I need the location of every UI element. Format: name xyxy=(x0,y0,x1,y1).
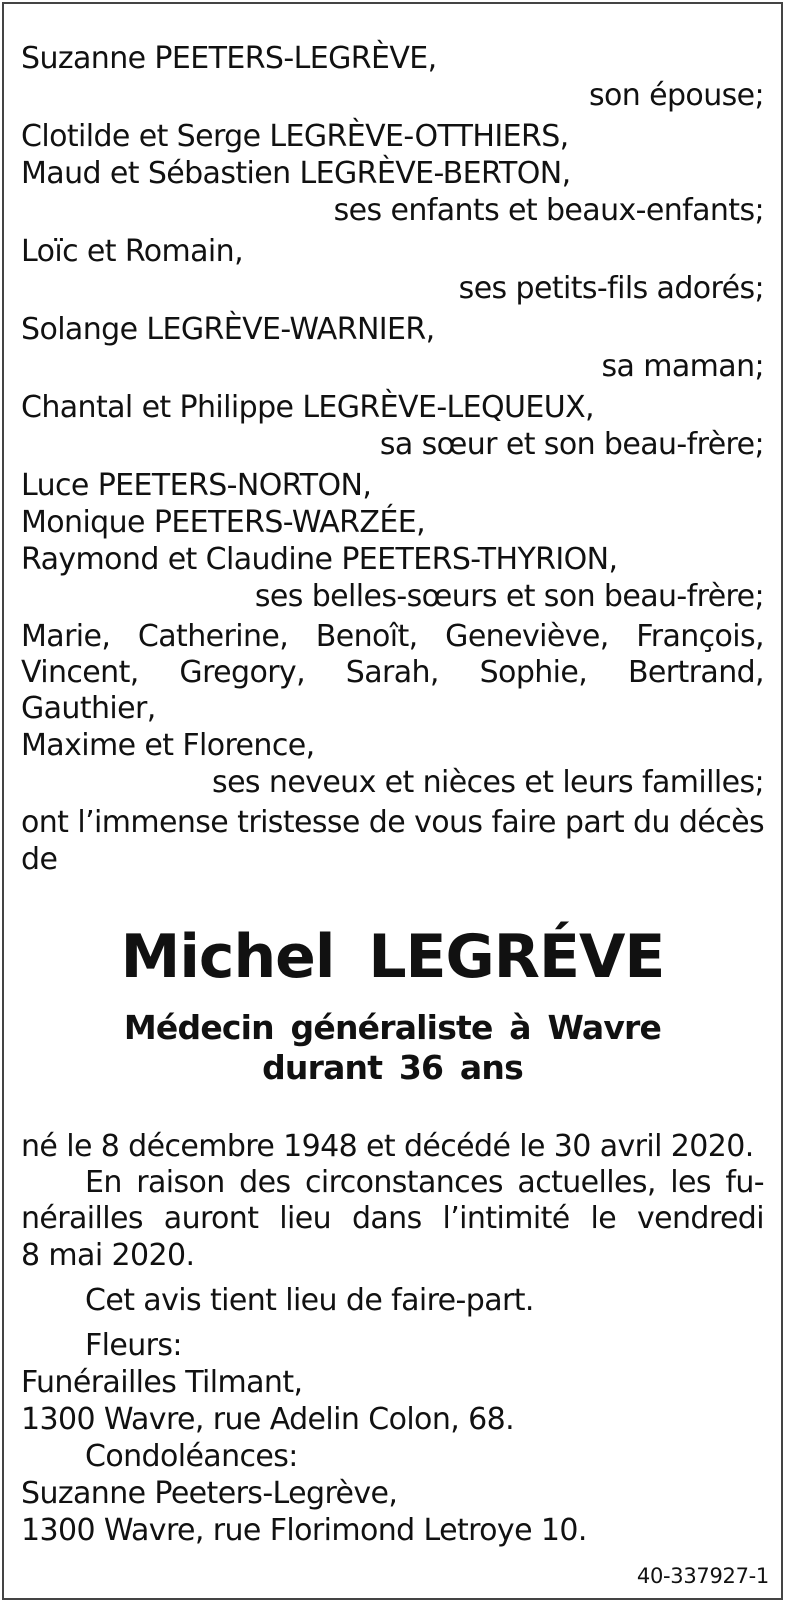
family-name: Chantal et Philippe LEGRÈVE-LEQUEUX, xyxy=(21,390,594,425)
condolences-address: 1300 Wavre, rue Florimond Letroye 10. xyxy=(21,1513,587,1548)
nephews-line: Maxime et Florence, xyxy=(21,728,315,763)
family-name: Loïc et Romain, xyxy=(21,234,244,269)
obituary-notice xyxy=(2,2,783,1600)
announcement-line: ont l’immense tristesse de vous faire part du décès xyxy=(21,805,764,840)
family-relation: ses neveux et nièces et leurs familles; xyxy=(212,765,764,800)
family-relation: sa sœur et son beau-frère; xyxy=(379,427,764,462)
family-relation: son épouse; xyxy=(589,78,764,113)
family-name: Maud et Sébastien LEGRÈVE-BERTON, xyxy=(21,156,571,191)
family-group-spouse xyxy=(21,40,764,114)
condolences-name: Suzanne Peeters-Legrève, xyxy=(21,1476,398,1511)
family-name: Raymond et Claudine PEETERS-THYRION, xyxy=(21,542,618,577)
details xyxy=(21,1128,764,1549)
flowers-name: Funérailles Tilmant, xyxy=(21,1365,303,1400)
nephews-line: Vincent, Gregory, Sarah, Sophie, Bertrand, Gauthier, xyxy=(21,655,764,726)
nephews-line: Marie, Catherine, Benoît, Geneviève, François, xyxy=(21,619,764,654)
family-group-mother xyxy=(21,311,764,385)
funeral-line: nérailles auront lieu dans l’intimité le vendredi xyxy=(21,1201,764,1236)
family-name: Monique PEETERS-WARZÉE, xyxy=(21,505,426,540)
family-group-sister xyxy=(21,389,764,463)
family-group-children xyxy=(21,118,764,229)
family-name: Clotilde et Serge LEGRÈVE-OTTHIERS, xyxy=(21,119,569,154)
announcement-line: de xyxy=(21,842,58,877)
family-name: Solange LEGRÈVE-WARNIER, xyxy=(21,312,435,347)
profession-line: durant 36 ans xyxy=(262,1048,523,1087)
funeral-line: En raison des circonstances actuelles, les fu- xyxy=(85,1165,764,1200)
profession-line: Médecin généraliste à Wavre xyxy=(123,1008,662,1047)
deceased-name: Michel LEGRÉVE xyxy=(120,922,665,992)
family-group-nephews xyxy=(21,619,764,801)
family-name: Suzanne PEETERS-LEGRÈVE, xyxy=(21,41,437,76)
family-group-grandchildren xyxy=(21,233,764,307)
family-group-in-laws xyxy=(21,467,764,615)
flowers-label: Fleurs: xyxy=(85,1328,182,1363)
dates-line: né le 8 décembre 1948 et décédé le 30 avril 2020. xyxy=(21,1129,754,1164)
family-relation: ses belles-sœurs et son beau-frère; xyxy=(254,579,764,614)
flowers-address: 1300 Wavre, rue Adelin Colon, 68. xyxy=(21,1402,515,1437)
family-name: Luce PEETERS-NORTON, xyxy=(21,468,372,503)
family-relation: sa maman; xyxy=(601,349,764,384)
funeral-line: 8 mai 2020. xyxy=(21,1238,195,1273)
announcement xyxy=(21,805,764,878)
family-relation: ses petits-fils adorés; xyxy=(458,271,764,306)
notice-line: Cet avis tient lieu de faire-part. xyxy=(85,1283,534,1318)
condolences-label: Condoléances: xyxy=(85,1439,298,1474)
obituary-content xyxy=(21,40,764,1549)
deceased-profession xyxy=(21,1008,764,1088)
reference-number: 40-337927-1 xyxy=(636,1564,769,1588)
family-relation: ses enfants et beaux-enfants; xyxy=(333,193,764,228)
